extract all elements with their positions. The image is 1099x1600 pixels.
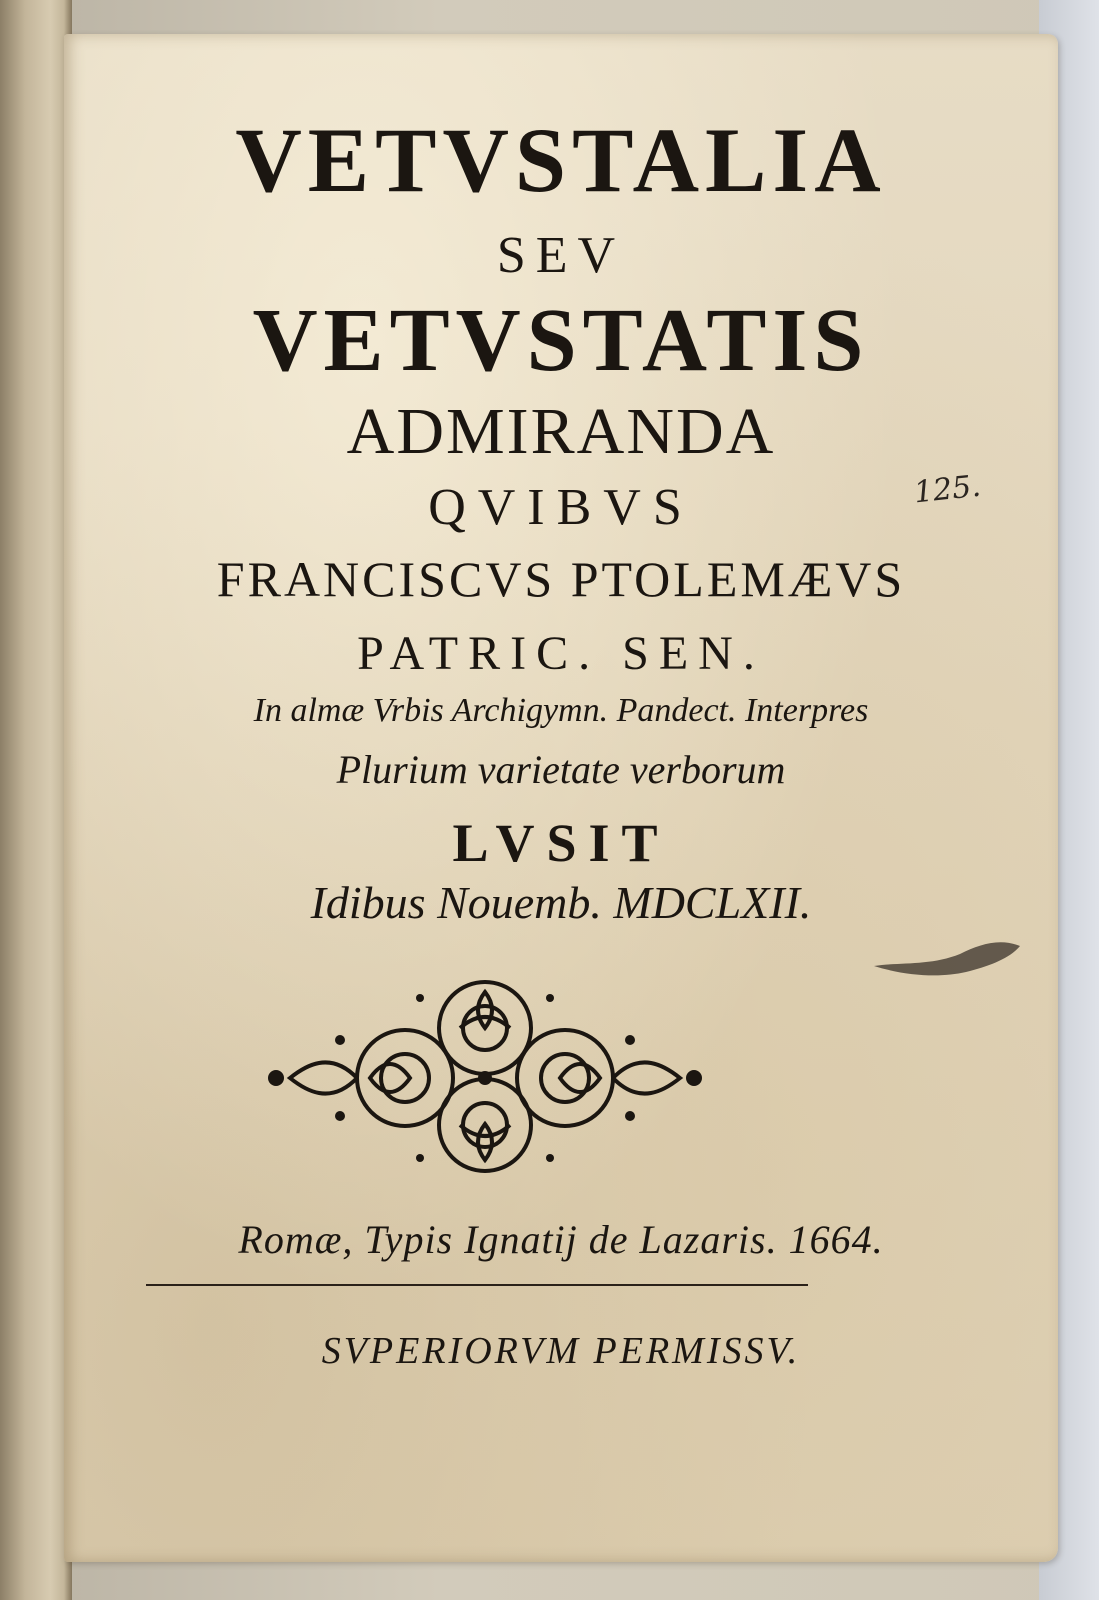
title-line-seu: SEV	[496, 227, 626, 284]
title-line-quibus: QVIBVS	[428, 479, 694, 536]
ink-stain-icon	[870, 932, 1030, 982]
imprint-line: Romæ, Typis Ignatij de Lazaris. 1664.	[238, 1217, 884, 1262]
author-role: In almæ Vrbis Archigymn. Pandect. Interpres	[253, 692, 869, 729]
date-line: Idibus Nouemb. MDCLXII.	[310, 877, 812, 928]
horizontal-rule	[146, 1284, 808, 1286]
book-binding	[0, 0, 72, 1600]
permission-line: SVPERIORVM PERMISSV.	[321, 1330, 801, 1372]
author-title: PATRIC. SEN.	[357, 627, 765, 680]
title-line-vetustatis: VETVSTATIS	[252, 291, 870, 390]
author-name: FRANCISCVS PTOLEMÆVS	[216, 551, 906, 607]
title-line-admiranda: ADMIRANDA	[346, 395, 776, 468]
title-line-lusit: LVSIT	[452, 813, 670, 873]
subtitle-line: Plurium varietate verborum	[336, 747, 786, 792]
printers-ornament-icon	[260, 970, 710, 1185]
title-page	[64, 34, 1058, 1562]
margin-note: 125.	[912, 468, 983, 511]
title-line-vetustalia: VETVSTALIA	[235, 109, 887, 211]
